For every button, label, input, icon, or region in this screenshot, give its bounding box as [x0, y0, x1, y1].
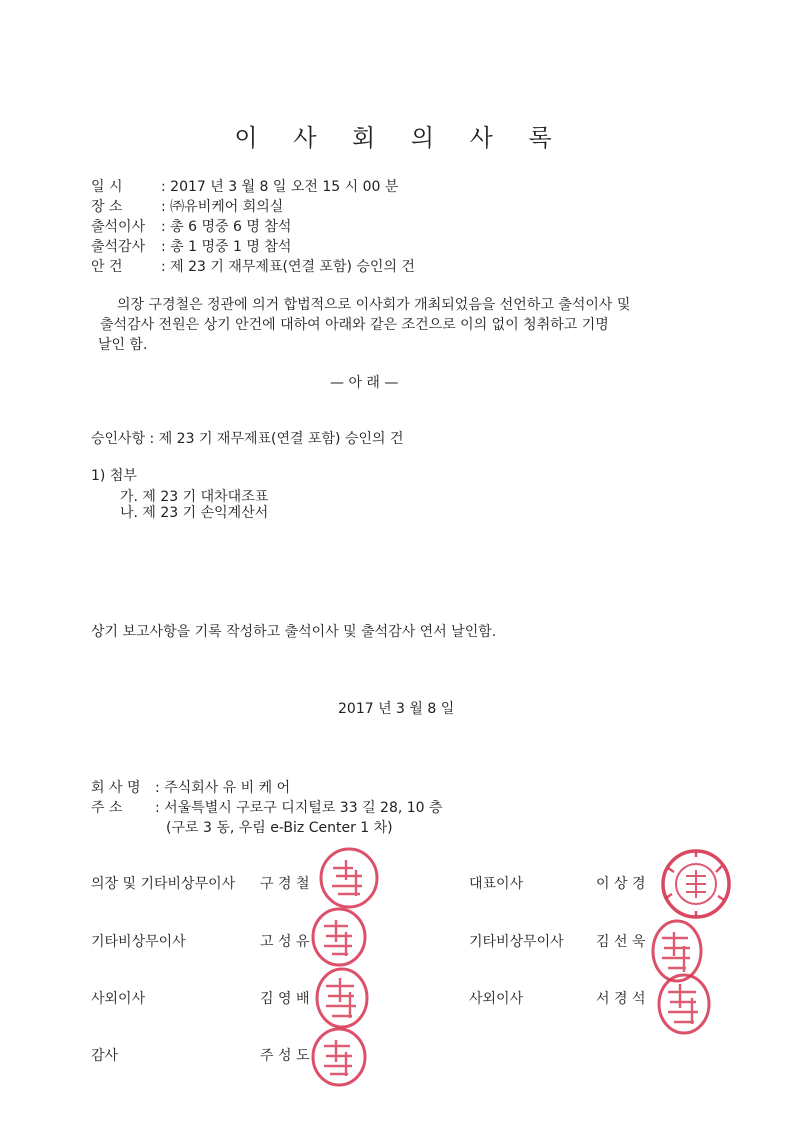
- meta-label: 안 건: [91, 259, 123, 275]
- signer-name: 서 경 석: [596, 991, 646, 1007]
- meta-place-row: [91, 196, 283, 216]
- attachment-item: 나. 제 23 기 손익계산서: [120, 505, 269, 521]
- below-heading: — 아 래 —: [330, 375, 399, 391]
- signer-name: 김 영 배: [260, 991, 310, 1007]
- meta-agenda-row: [91, 256, 415, 276]
- meta-label: 장 소: [91, 199, 123, 215]
- signer-name: 주 성 도: [260, 1048, 310, 1064]
- company-label: 회 사 명: [91, 780, 141, 796]
- address-value: : 서울특별시 구로구 디지털로 33 길 28, 10 층: [155, 800, 443, 816]
- address-row: [91, 797, 443, 817]
- meta-label: 출석감사: [91, 239, 146, 255]
- signer-role: 기타비상무이사: [469, 934, 564, 950]
- seal-stamp: [318, 846, 380, 910]
- meta-auditors-row: [91, 236, 291, 256]
- body-line-3: 날인 함.: [98, 337, 148, 353]
- company-value: : 주식회사 유 비 케 어: [155, 780, 291, 796]
- signer-role: 대표이사: [469, 876, 524, 892]
- meta-value: : 제 23 기 재무제표(연결 포함) 승인의 건: [161, 259, 415, 275]
- signer-name: 이 상 경: [596, 876, 646, 892]
- attachment-item: 가. 제 23 기 대차대조표: [120, 489, 269, 505]
- meta-value: : 2017 년 3 월 8 일 오전 15 시 00 분: [161, 179, 399, 195]
- closing-statement: 상기 보고사항을 기록 작성하고 출석이사 및 출석감사 연서 날인함.: [91, 624, 497, 640]
- seal-stamp: [310, 1026, 368, 1088]
- document-title: 이 사 회 의 사 록: [234, 124, 566, 152]
- seal-stamp: [310, 906, 368, 968]
- signer-role: 사외이사: [469, 991, 524, 1007]
- document-date: 2017 년 3 월 8 일: [338, 701, 455, 717]
- signer-role: 감사: [91, 1048, 119, 1064]
- seal-stamp: [314, 966, 370, 1030]
- meta-label: 출석이사: [91, 219, 146, 235]
- approval-item: 승인사항 : 제 23 기 재무제표(연결 포함) 승인의 건: [91, 431, 404, 447]
- seal-stamp: [656, 972, 712, 1036]
- address-label: 주 소: [91, 800, 123, 816]
- signer-name: 고 성 유: [260, 934, 310, 950]
- signer-name: 김 선 욱: [596, 934, 646, 950]
- signer-role: 기타비상무이사: [91, 934, 186, 950]
- meta-value: : 총 1 명중 1 명 참석: [161, 239, 292, 255]
- meta-label: 일 시: [91, 179, 123, 195]
- body-line-2: 출석감사 전원은 상기 안건에 대하여 아래와 같은 조건으로 이의 없이 청취하고 기명: [100, 317, 609, 333]
- corporate-seal-stamp: [656, 848, 736, 920]
- address-line2: (구로 3 동, 우림 e-Biz Center 1 차): [166, 820, 393, 836]
- signer-role: 사외이사: [91, 991, 146, 1007]
- meta-directors-row: [91, 216, 291, 236]
- meta-value: : ㈜유비케어 회의실: [161, 199, 284, 215]
- meta-value: : 총 6 명중 6 명 참석: [161, 219, 292, 235]
- meta-date-row: [91, 176, 398, 196]
- attachment-title: 1) 첨부: [91, 468, 137, 484]
- signer-name: 구 경 철: [260, 876, 310, 892]
- signer-role: 의장 및 기타비상무이사: [91, 876, 236, 892]
- company-row: [91, 777, 290, 797]
- body-line-1: 의장 구경철은 정관에 의거 합법적으로 이사회가 개최되었음을 선언하고 출석이사 및: [117, 297, 631, 313]
